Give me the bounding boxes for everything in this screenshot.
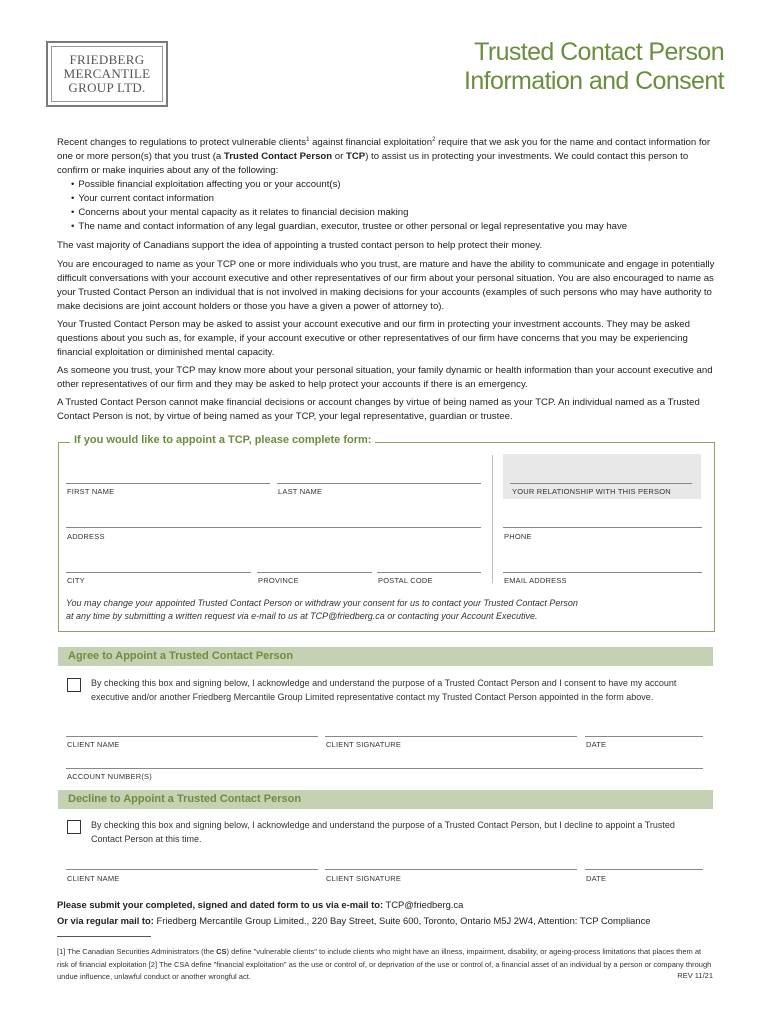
submit-email-link[interactable]: TCP@friedberg.ca <box>383 899 464 910</box>
decline-checkbox[interactable] <box>67 820 81 834</box>
phone-label: PHONE <box>504 532 532 541</box>
note-line-2: at any time by submitting a written request via e-mail to us at TCP@friedberg.ca or contacting your Account Executive. <box>66 611 538 621</box>
title-line-1: Trusted Contact Person <box>474 38 724 66</box>
city-label: CITY <box>67 576 85 585</box>
agree-client-name-label: CLIENT NAME <box>67 740 120 749</box>
relationship-input[interactable] <box>510 483 692 484</box>
tcp-form-note <box>66 597 696 623</box>
tcp-form-legend: If you would like to appoint a TCP, please complete form: <box>70 434 375 446</box>
list-item: • Concerns about your mental capacity as it relates to financial decision making <box>71 206 717 220</box>
company-logo <box>46 41 168 107</box>
paragraph: A Trusted Contact Person cannot make financial decisions or account changes by virtue of being named as your TCP. An individual named as a Trusted Contact Person is not, by virtue of being named as your TCP, your legal representative, guardian or trustee. <box>57 397 700 423</box>
province-label: PROVINCE <box>258 576 299 585</box>
agree-date-input[interactable] <box>585 736 703 737</box>
decline-heading: Decline to Appoint a Trusted Contact Person <box>68 793 302 805</box>
decline-client-name-input[interactable] <box>66 869 318 870</box>
first-name-input[interactable] <box>66 483 270 484</box>
email-input[interactable] <box>503 572 702 573</box>
list-item: • Your current contact information <box>71 192 717 206</box>
address-label: ADDRESS <box>67 532 105 541</box>
phone-input[interactable] <box>503 527 702 528</box>
last-name-input[interactable] <box>277 483 481 484</box>
decline-section-header <box>58 790 713 809</box>
page-title <box>464 38 724 96</box>
paragraph: You are encouraged to name as your TCP one or more individuals who you trust, are mature and have the ability to communicate and engage in potentially difficult conversations with your account executive and other representatives of our firm about your personal situation. You are also encouraged to name as your Trusted Contact Person an individual that is not involved in making decisions for your accounts (examples of such persons who may have authority to make decisions are joint account holders or those you have a given a power of attorney to). <box>57 259 715 313</box>
footnote-divider <box>57 936 151 937</box>
agree-signature-label: CLIENT SIGNATURE <box>326 740 402 749</box>
first-name-label: FIRST NAME <box>67 487 115 496</box>
intro-paragraph: Recent changes to regulations to protect vulnerable clients$^1$ against financial exploitation$^2$ require that we ask you for the name and contact information for one or more person(s) that you trust (a Trusted Contact Person or TCP) to assist us in protecting your investments. We could contact this person to confirm or make inquiries about any of the following: <box>57 137 711 177</box>
postal-code-input[interactable] <box>377 572 481 573</box>
list-item: • The name and contact information of any legal guardian, executor, trustee or other personal or legal representative you may have <box>71 220 717 234</box>
agree-signature-input[interactable] <box>325 736 577 737</box>
logo-line-3: GROUP LTD. <box>68 80 146 95</box>
paragraph: The vast majority of Canadians support the idea of appointing a trusted contact person to help protect their money. <box>57 240 543 252</box>
province-input[interactable] <box>257 572 372 573</box>
decline-signature-input[interactable] <box>325 869 577 870</box>
decline-date-label: DATE <box>586 874 607 883</box>
list-item: • Possible financial exploitation affecting you or your account(s) <box>71 178 717 192</box>
account-numbers-label: ACCOUNT NUMBER(S) <box>67 772 152 781</box>
decline-signature-label: CLIENT SIGNATURE <box>326 874 402 883</box>
footnote: [1] The Canadian Securities Administrators (the CS) define "vulnerable clients" to include clients who might have an illness, impairment, disability, or ageing-process limitations that places them at risk of financial exploitation [2] The CSA define "financial exploitation" as the use or control of, or deprivation of the use or control of, a financial asset of an individual by a person or company through undue influence, unlawful conduct or another wrongful act. <box>57 947 712 981</box>
form-divider <box>492 455 493 583</box>
intro-bullet-list <box>57 178 717 234</box>
city-input[interactable] <box>66 572 251 573</box>
submit-email-line: Please submit your completed, signed and dated form to us via e-mail to: TCP@friedberg.ca <box>57 899 464 910</box>
agree-date-label: DATE <box>586 740 607 749</box>
relationship-label: YOUR RELATIONSHIP WITH THIS PERSON <box>512 487 671 496</box>
title-line-2: Information and Consent <box>464 67 724 95</box>
agree-checkbox[interactable] <box>67 678 81 692</box>
paragraph: Your Trusted Contact Person may be asked to assist your account executive and our firm in protecting your investment accounts. They may be asked questions about you such as, for example, if your account executive or other representatives of our firm have concerns that you may be experiencing financial exploitation or diminished mental capacity. <box>57 319 690 359</box>
agree-section-header <box>58 647 713 666</box>
paragraph: As someone you trust, your TCP may know more about your personal situation, your family dynamic or health information than your account executive and other representatives of our firm and they may be asked to help protect your accounts if there is an emergency. <box>57 365 713 391</box>
logo-line-1: FRIEDBERG <box>69 52 145 67</box>
email-label: EMAIL ADDRESS <box>504 576 567 585</box>
last-name-label: LAST NAME <box>278 487 323 496</box>
postal-code-label: POSTAL CODE <box>378 576 433 585</box>
agree-heading: Agree to Appoint a Trusted Contact Person <box>68 650 294 662</box>
revision-label: REV 11/21 <box>677 971 713 980</box>
decline-date-input[interactable] <box>585 869 703 870</box>
agree-client-name-input[interactable] <box>66 736 318 737</box>
logo-line-2: MERCANTILE <box>63 66 151 81</box>
note-line-1: You may change your appointed Trusted Contact Person or withdraw your consent for us to contact your Trusted Contact Person <box>66 598 578 608</box>
intro-section <box>57 133 717 424</box>
submit-mail-line: Or via regular mail to: Friedberg Mercantile Group Limited., 220 Bay Street, Suite 600, Toronto, Ontario M5J 2W4, Attention: TCP Compliance <box>57 915 651 926</box>
account-numbers-input[interactable] <box>66 768 703 769</box>
decline-client-name-label: CLIENT NAME <box>67 874 120 883</box>
agree-consent-text: By checking this box and signing below, I acknowledge and understand the purpose of a Trusted Contact Person and I consent to have my account executive and/or another Friedberg Mercantile Group Limited representative contact my Trusted Contact Person appointed in the form above. <box>91 678 677 702</box>
decline-consent-text: By checking this box and signing below, I acknowledge and understand the purpose of a Trusted Contact Person, but I decline to appoint a Trusted Contact Person at this time. <box>91 820 675 844</box>
address-input[interactable] <box>66 527 481 528</box>
